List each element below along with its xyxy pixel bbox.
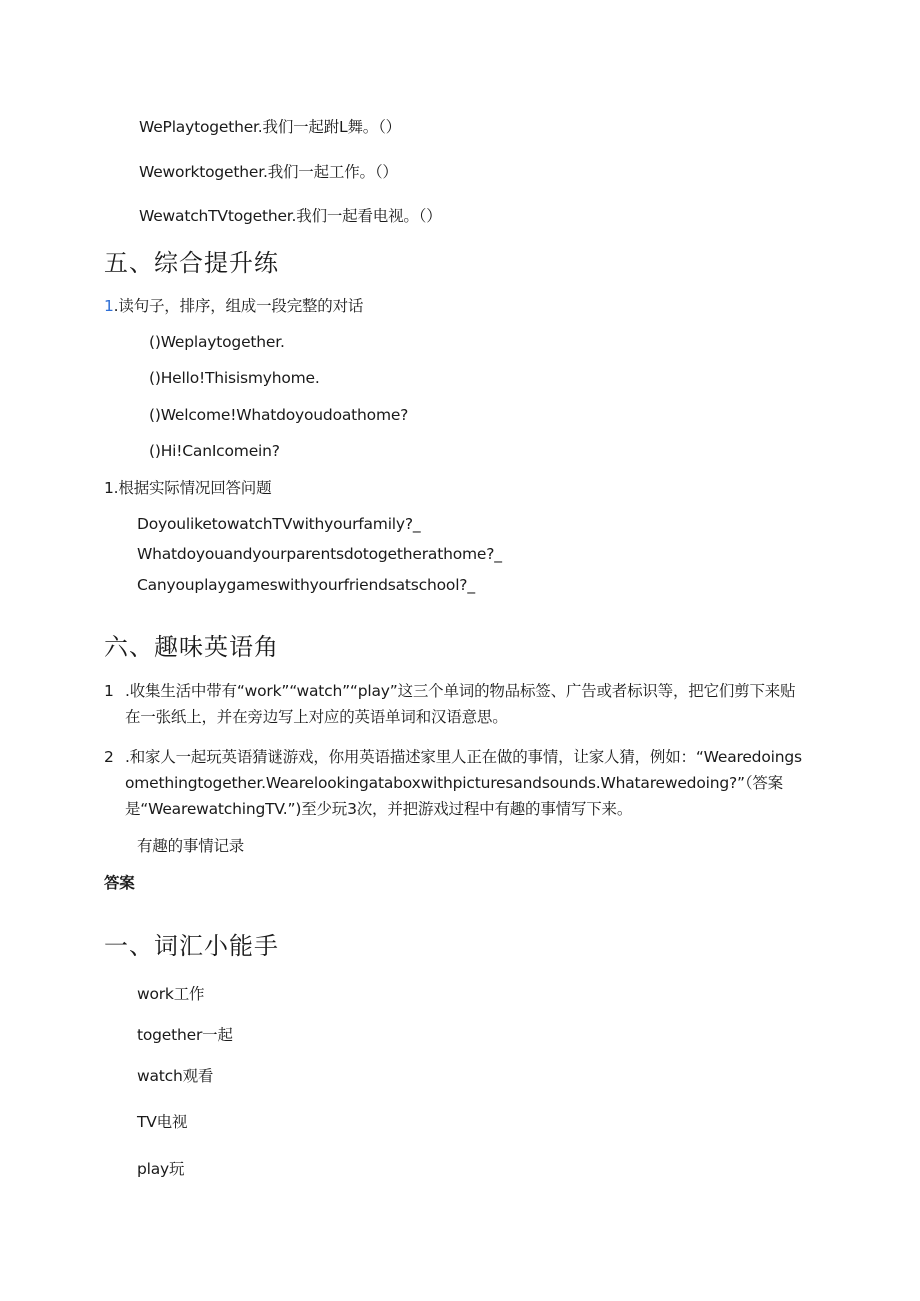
q1-number: 1 [104,297,114,315]
section5-q1 [104,295,363,317]
question-line-1: DoyouliketowatchTVwithyourfamily?_ [137,515,421,533]
section5-heading: 五、综合提升练 [104,249,279,277]
vocab-item-5: play玩 [137,1160,185,1178]
dialog-line-1: ()Weplaytogether. [149,333,285,351]
section6-heading: 六、趣味英语角 [104,633,279,661]
answers-label: 答案 [104,874,135,892]
vocab-item-1: work工作 [137,985,205,1003]
exercise-line-3: WewatchTVtogether.我们一起看电视。（） [139,207,442,225]
vocab-item-4: TV电视 [137,1113,188,1131]
answers-section1-heading: 一、词汇小能手 [104,932,279,960]
dialog-line-4: ()Hi!CanIcomein? [149,442,280,460]
item1-number: 1 [104,682,114,700]
vocab-item-2: together一起 [137,1026,233,1044]
dialog-line-3: ()Welcome!Whatdoyoudoathome? [149,406,409,424]
dialog-line-2: ()Hello!Thisismyhome. [149,369,320,387]
item2-number: 2 [104,748,114,766]
item1-text: .收集生活中带有“work”“watch”“play”这三个单词的物品标签、广告或者标识等，把它们剪下来贴在一张纸上，并在旁边写上对应的英语单词和汉语意思。 [125,682,796,726]
q1-text: .读句子，排序，组成一段完整的对话 [113,297,364,315]
vocab-item-3: watch观看 [137,1067,214,1085]
item2-text: .和家人一起玩英语猜谜游戏，你用英语描述家里人正在做的事情，让家人猜，例如：“Wearedoingsomethingtogether.Wearelookingataboxwithpicturesandsounds.Whatarewedoing?”（答案是“WearewatchingTV.”)至少玩3次，并把游戏过程中有趣的事情写下来。 [125,748,802,818]
question-line-2: Whatdoyouandyourparentsdotogetherathome?_ [137,545,502,563]
exercise-line-1: WePlaytogether.我们一起跗L舞。（） [139,118,401,136]
question-line-3: Canyouplaygameswithyourfriendsatschool?_ [137,576,475,594]
record-label: 有趣的事情记录 [137,837,245,855]
section5-q2: 1.根据实际情况回答问题 [104,479,272,497]
exercise-line-2: Weworktogether.我们一起工作。（） [139,163,398,181]
